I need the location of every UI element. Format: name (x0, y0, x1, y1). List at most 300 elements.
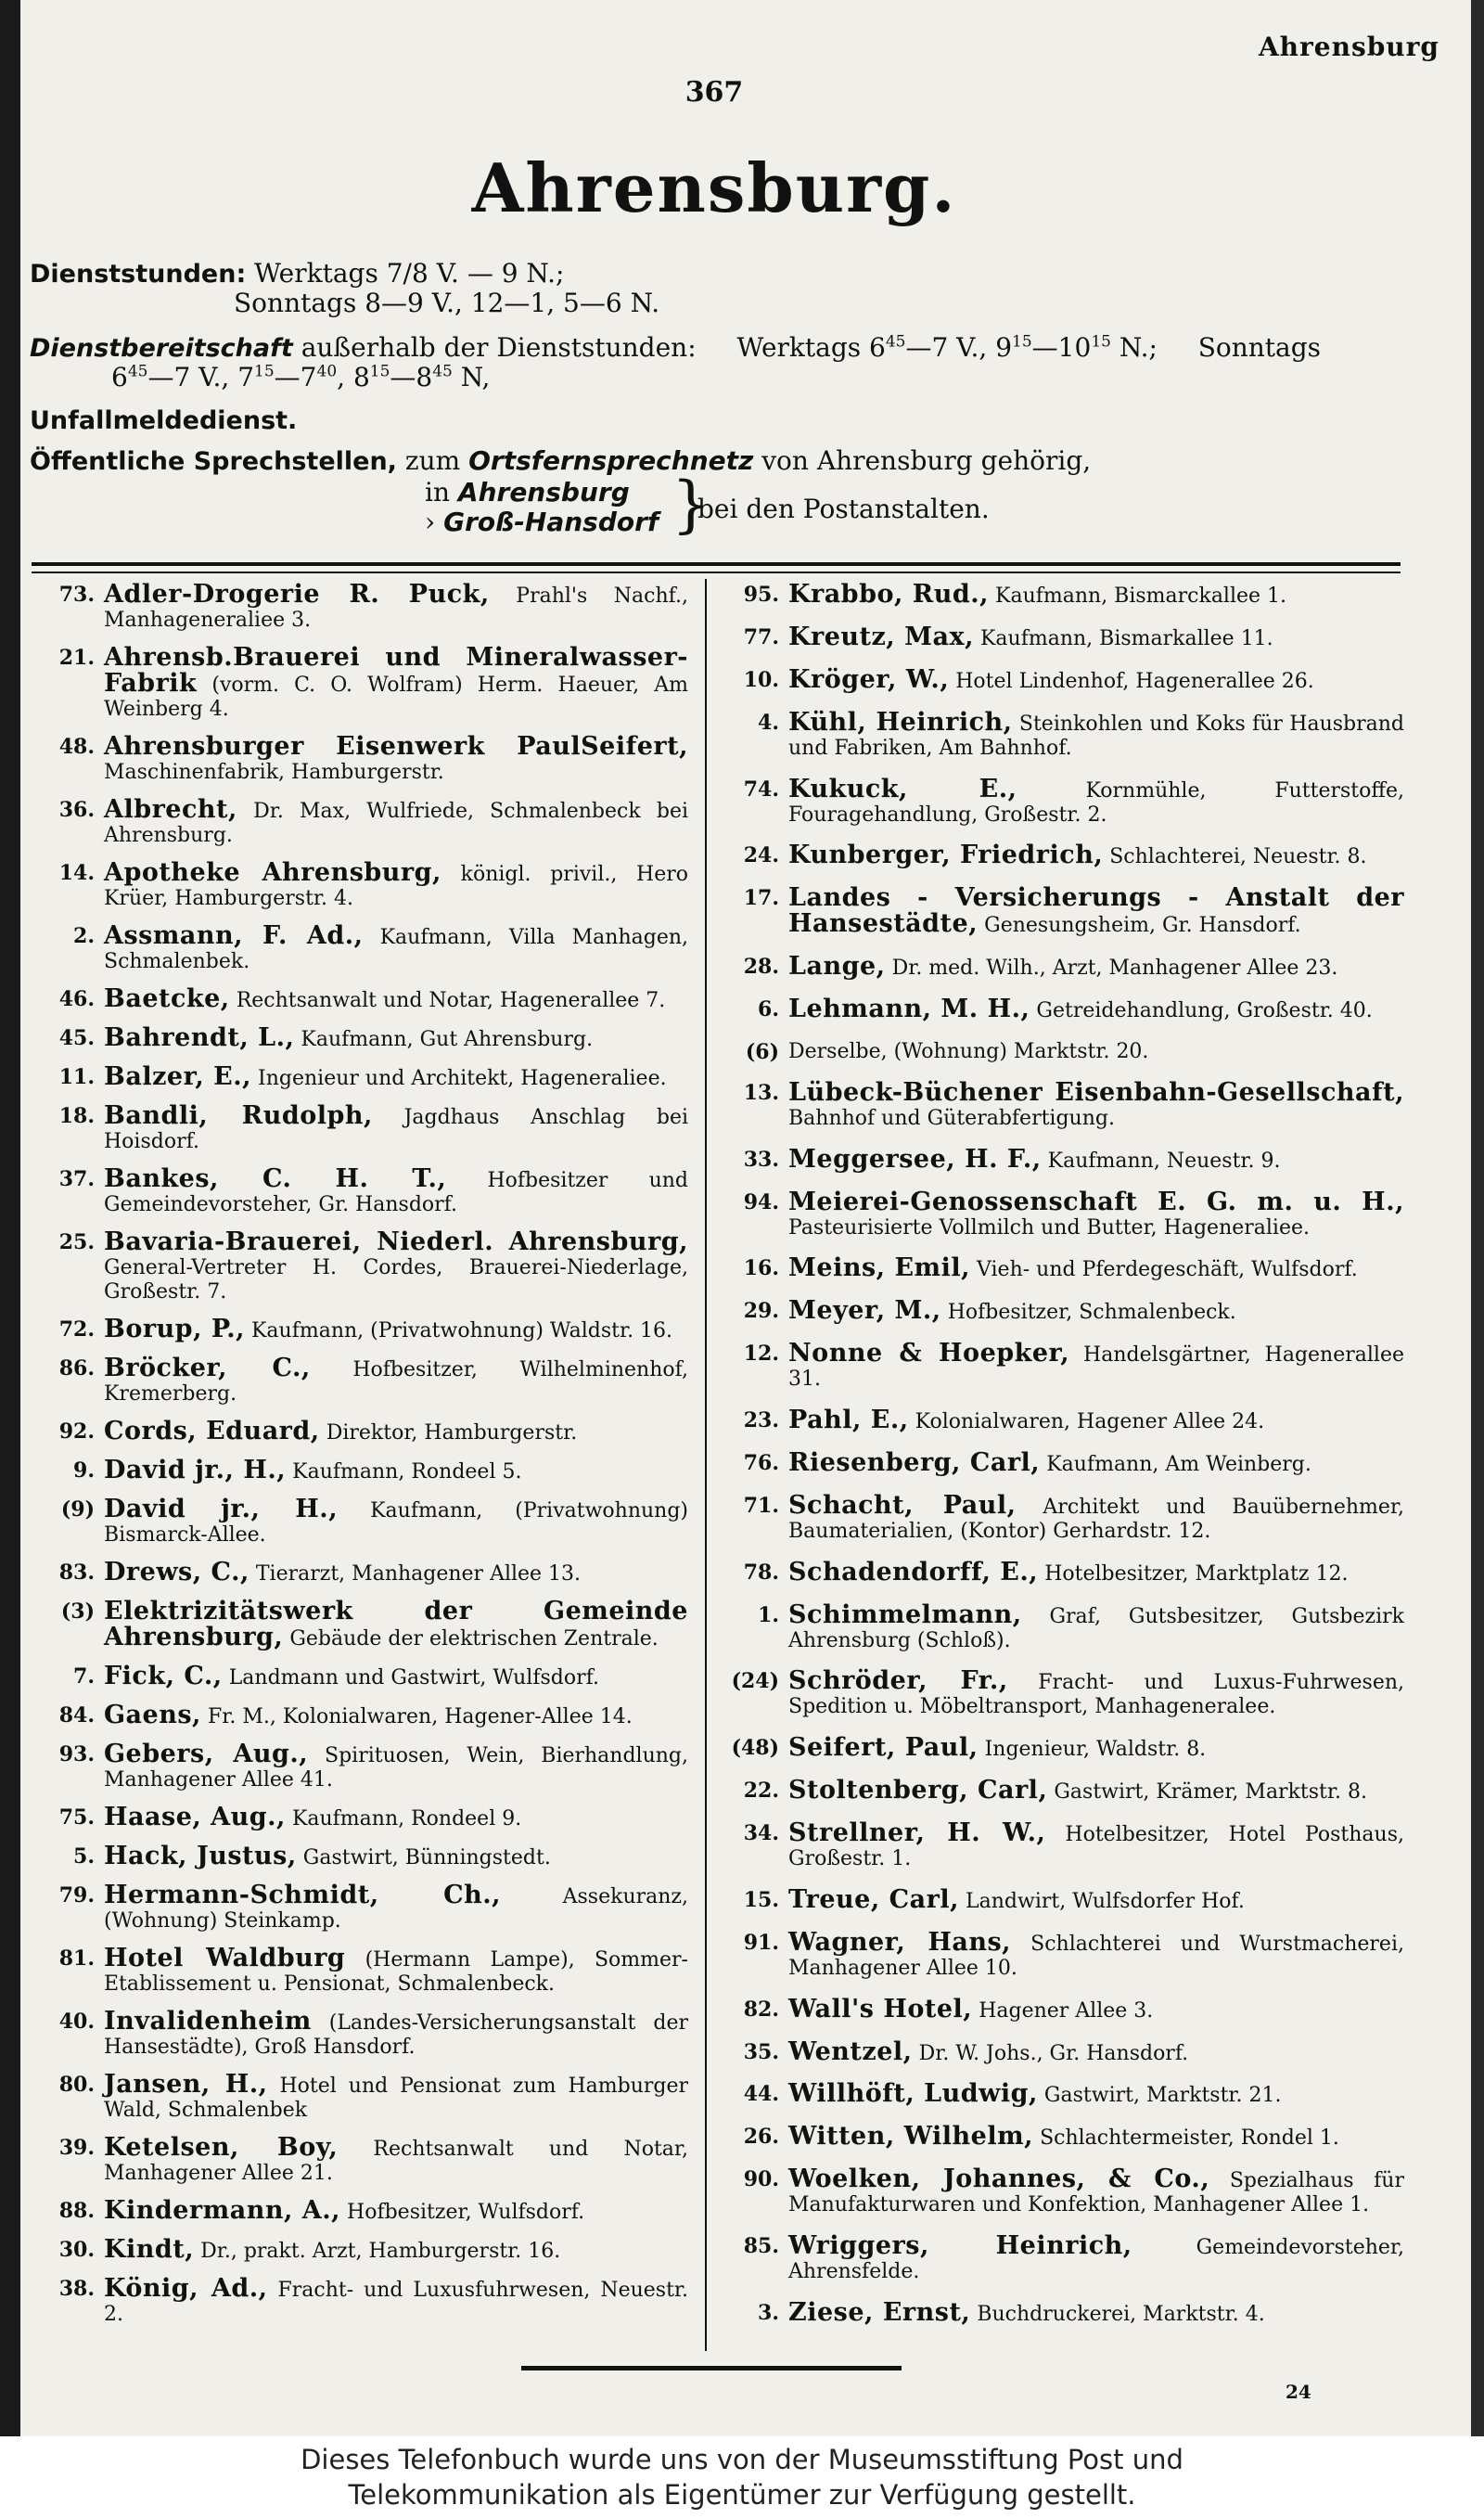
entry-name: Schröder, Fr., (788, 1666, 1008, 1696)
entry-detail: Landmann und Gastwirt, Wulfsdorf. (228, 1666, 599, 1689)
entry-text (788, 580, 1404, 609)
entry-detail: Gastwirt, Krämer, Marktstr. 8. (1054, 1780, 1367, 1805)
entry-text (104, 2133, 688, 2186)
entry-name: Meierei-Genossenschaft E. G. m. u. H., (788, 1187, 1404, 1216)
entry-text (788, 622, 1404, 651)
duty-sonntags-label: Sonntags (1197, 332, 1322, 363)
entry-name: Haase, Aug., (104, 1803, 286, 1831)
entry-number: 14. (58, 861, 95, 885)
entry-number: 5. (73, 1844, 95, 1869)
directory-entry (37, 1062, 688, 1091)
entry-name: Bröcker, C., (104, 1354, 311, 1382)
directory-entry (722, 2079, 1404, 2109)
directory-entry (37, 2007, 688, 2060)
entry-text (788, 1927, 1404, 1981)
entry-number: 83. (58, 1561, 95, 1585)
entry-text (788, 1776, 1404, 1805)
entry-name: Gaens, (104, 1701, 201, 1729)
entry-number: (48) (731, 1736, 779, 1761)
entry-number: 1. (758, 1602, 779, 1627)
entry-text (104, 1417, 688, 1445)
entry-detail: Hofbesitzer, Schmalenbeck. (947, 1301, 1236, 1325)
entry-name: Kunberger, Friedrich, (788, 841, 1104, 870)
entry-number: (3) (60, 1599, 95, 1624)
entry-number: 82. (743, 1997, 779, 2022)
stations-label: Öffentliche Sprechstellen, (30, 447, 397, 476)
directory-entry (722, 2122, 1404, 2152)
entry-detail: Fr. M., Kolonialwaren, Hagener-Allee 14. (207, 1705, 633, 1728)
service-hours-werktags: Werktags 7/8 V. — 9 N.; (254, 258, 565, 289)
scan-left-edge (0, 0, 20, 2436)
entry-name: Assmann, F. Ad., (104, 921, 364, 950)
entry-text (104, 1356, 688, 1407)
directory-entry (37, 795, 689, 848)
directory-entry (37, 1458, 688, 1484)
directory-entry (722, 2036, 1404, 2066)
entry-name: Meins, Emil, (788, 1253, 971, 1283)
entry-detail: Direktor, Hamburgerstr. (326, 1421, 578, 1445)
entry-name: Hack, Justus, (104, 1842, 297, 1870)
entry-detail: Derselbe, (Wohnung) Marktstr. 20. (788, 1039, 1149, 1063)
entry-detail: Graf, Gutsbesitzer, Gutsbezirk Ahrensburg (Schloß). (788, 1604, 1404, 1652)
entry-text (788, 883, 1404, 939)
directory-entry (722, 1296, 1404, 1326)
entry-name: Borup, P., (104, 1315, 245, 1343)
directory-entry (722, 580, 1404, 609)
directory-entry (722, 1818, 1404, 1871)
entry-detail: Getreidehandlung, Großestr. 40. (1036, 999, 1373, 1022)
entry-detail: Ingenieur, Waldstr. 8. (984, 1738, 1207, 1762)
directory-entry (722, 2231, 1404, 2284)
entry-number: 79. (58, 1883, 95, 1908)
directory-entry (37, 1023, 688, 1052)
entry-name: David jr., H., (104, 1456, 287, 1484)
directory-entry (37, 1805, 688, 1831)
entry-number: 11. (58, 1065, 95, 1089)
directory-entry (722, 1187, 1404, 1240)
directory-entry (37, 921, 688, 974)
stations-rest: von Ahrensburg gehörig, (761, 445, 1092, 476)
entry-detail: Hagener Allee 3. (979, 1998, 1154, 2023)
entry-text (104, 1946, 688, 1997)
entry-detail: General-Vertreter H. Cordes, Brauerei-Niederlage, Großestr. 7. (104, 1256, 688, 1304)
entry-text (788, 2231, 1404, 2284)
entry-number: 36. (58, 798, 95, 822)
entry-text (104, 732, 688, 785)
entry-detail: Bahnhof und Güterabfertigung. (788, 1106, 1115, 1130)
public-stations-line (30, 447, 1402, 476)
entry-name: Schacht, Paul, (788, 1490, 1017, 1520)
footer-mark: 24 (1286, 2381, 1311, 2403)
directory-entry (722, 1408, 1404, 1434)
entry-text (788, 1144, 1404, 1174)
entry-text (104, 1844, 688, 1870)
entry-text (104, 2070, 688, 2123)
directory-entry (37, 1356, 688, 1407)
directory-entry (722, 1253, 1404, 1283)
duty-prefix: außerhalb der Dienststunden: (301, 332, 697, 363)
directory-entry (37, 643, 688, 722)
directory-entry (37, 1599, 688, 1651)
entry-name: Kindermann, A., (104, 2196, 341, 2225)
entry-text (104, 1317, 688, 1343)
station-location-note: bei den Postanstalten. (697, 494, 990, 524)
entry-number: 4. (758, 710, 779, 735)
entry-detail: Gemeindevorsteher, Ahrensfelde. (788, 2236, 1404, 2283)
entry-text (104, 1023, 688, 1052)
entry-text (788, 1884, 1404, 1914)
entry-detail: Spirituosen, Wein, Bierhandlung, Manhagener Allee 41. (104, 1744, 688, 1792)
entry-number: 7. (73, 1664, 95, 1689)
entry-text (788, 1339, 1404, 1392)
entry-name: Ahrensburger Eisenwerk PaulSeifert, (104, 732, 688, 761)
entry-name: Strellner, H. W., (788, 1818, 1046, 1847)
directory-entry (722, 1733, 1404, 1763)
entry-text (788, 2079, 1404, 2109)
directory-entry (722, 1490, 1405, 1544)
entry-number: 80. (58, 2073, 95, 2097)
entry-number: 73. (58, 583, 95, 607)
entry-number: 90. (743, 2167, 779, 2192)
location-prefix-2: › (425, 507, 436, 537)
entry-name: König, Ad., (104, 2274, 268, 2303)
entry-name: Kindt, (104, 2235, 195, 2264)
entry-name: Bankes, C. H. T., (104, 1164, 447, 1193)
entry-detail: Assekuranz, (Wohnung) Steinkamp. (104, 1885, 688, 1933)
entry-text (104, 2235, 688, 2264)
entry-number: 77. (743, 624, 779, 649)
directory-entry (722, 843, 1404, 869)
directory-entry (722, 1666, 1405, 1719)
entry-detail: Dr. W. Johs., Gr. Hansdorf. (918, 2041, 1189, 2065)
entry-name: Wall's Hotel, (788, 1994, 973, 2023)
directory-entry (37, 732, 688, 785)
entry-number: 33. (743, 1147, 779, 1172)
entry-detail: Pasteurisierte Vollmilch und Butter, Hageneraliee. (788, 1215, 1310, 1240)
entry-number: 34. (743, 1821, 779, 1845)
entry-text (104, 921, 688, 974)
entry-detail: Kolonialwaren, Hagener Allee 24. (915, 1410, 1265, 1433)
entry-name: Cords, Eduard, (104, 1417, 320, 1445)
entry-text (788, 997, 1404, 1023)
entry-detail: Gastwirt, Bünningstedt. (302, 1846, 551, 1869)
directory-entry (37, 1742, 688, 1792)
entry-detail: Hotelbesitzer, Marktplatz 12. (1044, 1561, 1349, 1586)
entry-detail: (Landes-Versicherungsanstalt der Hansestädte), Groß Hansdorf. (104, 2011, 688, 2059)
accident-service-line (30, 406, 1402, 435)
entry-text (104, 858, 689, 911)
entry-name: David jr., H., (104, 1495, 339, 1523)
directory-entry (37, 580, 688, 633)
directory-entry (37, 1101, 688, 1154)
entry-name: Lehmann, M. H., (788, 995, 1030, 1023)
directory-entry (37, 1164, 688, 1217)
entry-number: 92. (58, 1420, 95, 1444)
service-hours-label: Dienststunden: (30, 260, 247, 289)
entry-number: 17. (743, 886, 779, 911)
header-rule-thick (32, 562, 1401, 566)
entry-detail: Kaufmann, (Privatwohnung) Bismarck-Allee. (104, 1499, 688, 1547)
entry-text (788, 1490, 1405, 1544)
entry-number: 37. (58, 1167, 95, 1191)
page-title: Ahrensburg. (471, 148, 957, 227)
entry-number: 21. (58, 646, 95, 670)
directory-entry (722, 997, 1404, 1023)
entry-name: Meyer, M., (788, 1296, 941, 1326)
entry-number: 48. (58, 735, 95, 759)
entry-name: Ketelsen, Boy, (104, 2133, 339, 2162)
entry-name: Invalidenheim (104, 2007, 312, 2036)
directory-entry (722, 1927, 1404, 1981)
entry-detail: Hofbesitzer, Wilhelminenhof, Kremerberg. (104, 1358, 688, 1406)
entry-number: 78. (743, 1560, 779, 1585)
directory-entry (722, 664, 1404, 694)
entry-detail: Architekt und Bauübernehmer, Baumaterialien, (Kontor) Gerhardstr. 12. (788, 1495, 1405, 1543)
entry-number: 2. (73, 924, 95, 948)
entry-detail: königl. privil., Hero Krüer, Hamburgerstr. 4. (104, 863, 689, 910)
entries-column-right (722, 580, 1405, 2327)
entry-text (104, 2196, 688, 2225)
entry-text (104, 1164, 688, 1217)
entry-name: Wentzel, (788, 2036, 913, 2066)
directory-entry (722, 1776, 1404, 1805)
entry-detail: Fracht- und Luxus-Fuhrwesen, Spedition u. Möbeltransport, Manhageneralee. (788, 1671, 1405, 1719)
entry-text (104, 1458, 688, 1484)
entry-name: Hermann-Schmidt, Ch., (104, 1881, 502, 1909)
entry-number: 72. (58, 1317, 95, 1342)
entry-name: Landes - Versicherungs - Anstalt der Hansestädte, (788, 883, 1404, 939)
directory-entry (37, 2196, 688, 2225)
directory-entry (722, 1447, 1404, 1477)
directory-entry (37, 1317, 688, 1343)
entry-detail: Vieh- und Pferdegeschäft, Wulfsdorf. (977, 1258, 1358, 1282)
entry-text (788, 1408, 1404, 1434)
entry-detail: Prahl's Nachf., Manhageneraliee 3. (104, 585, 688, 632)
entry-detail: Kaufmann, Neuestr. 9. (1047, 1149, 1281, 1173)
page-number: 367 (684, 76, 744, 109)
entry-name: Kukuck, E., (788, 774, 1017, 803)
entry-detail: (Hermann Lampe), Sommer-Etablissement u. Pensionat, Schmalenbeck. (104, 1948, 688, 1996)
entry-detail: Hofbesitzer, Wulfsdorf. (347, 2201, 585, 2224)
accident-label: Unfallmeldedienst. (30, 406, 298, 435)
directory-entry (37, 1227, 688, 1304)
directory-entry (722, 1040, 1404, 1064)
entry-name: Treue, Carl, (788, 1884, 960, 1914)
entry-detail: Hotelbesitzer, Hotel Posthaus, Großestr. 1. (788, 1823, 1404, 1870)
entry-detail: Kaufmann, Bismarckallee 1. (995, 585, 1287, 608)
entry-text (788, 843, 1404, 869)
entry-number: 45. (58, 1026, 95, 1050)
directory-entry (37, 1664, 688, 1690)
entry-detail: Kaufmann, Rondeel 9. (291, 1807, 522, 1831)
directory-entry (37, 858, 689, 911)
entry-detail: Steinkohlen und Koks für Hausbrand und Fabriken, Am Bahnhof. (788, 712, 1404, 760)
caption-line-2: Telekommunikation als Eigentümer zur Verfügung gestellt. (348, 2479, 1136, 2511)
stations-network: Ortsfernsprechnetz (468, 445, 754, 476)
entry-text (788, 2036, 1404, 2066)
entry-name: Willhöft, Ludwig, (788, 2079, 1038, 2109)
directory-entry (37, 2235, 688, 2264)
entry-number: 15. (743, 1887, 779, 1912)
service-hours-weekday (30, 260, 1402, 289)
entry-number: 35. (743, 2039, 779, 2064)
entry-number: 46. (58, 987, 95, 1011)
entry-detail: Ingenieur und Architekt, Hageneraliee. (258, 1067, 667, 1090)
entry-name: Krabbo, Rud., (788, 580, 990, 609)
entry-text (788, 664, 1404, 694)
entry-detail: Hotel Lindenhof, Hagenerallee 26. (955, 669, 1314, 693)
entry-name: Schimmelmann, (788, 1599, 1022, 1629)
entry-number: 44. (743, 2082, 779, 2107)
entry-number: 25. (58, 1230, 95, 1254)
entry-number: 26. (743, 2125, 779, 2150)
directory-entry (722, 1884, 1404, 1914)
entry-name: Kreutz, Max, (788, 622, 974, 651)
entry-name: Kröger, W., (788, 664, 950, 694)
entry-name: Bavaria-Brauerei, Niederl. Ahrensburg, (104, 1227, 688, 1256)
directory-entry (722, 1077, 1404, 1131)
entry-text (104, 1227, 688, 1304)
entry-name: Seifert, Paul, (788, 1733, 979, 1763)
entry-text (788, 1253, 1404, 1283)
directory-entry (37, 1497, 688, 1548)
entry-text (788, 2167, 1404, 2217)
entry-text (104, 1101, 688, 1154)
entry-detail: Schlachtermeister, Rondel 1. (1040, 2126, 1339, 2151)
entry-number: 75. (58, 1805, 95, 1830)
entry-detail: Dr. Max, Wulfriede, Schmalenbeck bei Ahrensburg. (104, 800, 689, 847)
entry-detail: Handelsgärtner, Hagenerallee 31. (788, 1343, 1404, 1392)
entry-name: Witten, Wilhelm, (788, 2122, 1034, 2152)
entry-name: Elektrizitätswerk der Gemeinde Ahrensburg, (104, 1597, 688, 1651)
entry-text (788, 952, 1404, 982)
duty-label: Dienstbereitschaft (30, 334, 293, 363)
entry-number: 95. (743, 583, 779, 607)
entry-number: 39. (58, 2136, 95, 2160)
entry-number: 88. (58, 2199, 95, 2223)
entry-name: Bahrendt, L., (104, 1023, 295, 1052)
directory-entry (37, 2274, 688, 2327)
entry-number: 10. (743, 667, 779, 692)
entry-text (104, 1558, 688, 1587)
entry-text (104, 1497, 688, 1548)
entry-name: Balzer, E., (104, 1062, 252, 1091)
entry-text (104, 984, 688, 1013)
entry-name: Adler-Drogerie R. Puck, (104, 580, 490, 609)
entry-text (788, 1557, 1404, 1587)
entry-text (104, 795, 689, 848)
entry-detail: Schlachterei, Neuestr. 8. (1109, 845, 1367, 869)
entry-number: 23. (743, 1408, 779, 1432)
directory-entry (722, 1339, 1404, 1392)
entry-number: (6) (745, 1039, 779, 1064)
directory-entry (722, 1557, 1404, 1587)
entry-number: 16. (743, 1256, 779, 1281)
entry-name: Bandli, Rudolph, (104, 1101, 373, 1130)
entry-text (788, 1733, 1404, 1763)
directory-entry (722, 1599, 1404, 1653)
entry-name: Hotel Waldburg (104, 1944, 346, 1972)
directory-entry (37, 1703, 688, 1729)
entry-name: Ahrensb.Brauerei und Mineralwasser-Fabrik (104, 643, 688, 698)
entry-name: Apotheke Ahrensburg, (104, 858, 441, 887)
directory-entry (722, 707, 1404, 761)
entry-detail: Fracht- und Luxusfuhrwesen, Neuestr. 2. (104, 2279, 688, 2326)
entry-detail: Kaufmann, Bismarkallee 11. (979, 626, 1273, 650)
entry-name: Drews, C., (104, 1558, 249, 1587)
entry-text (104, 1742, 688, 1792)
entry-name: Stoltenberg, Carl, (788, 1776, 1048, 1805)
entry-number: 85. (743, 2234, 779, 2258)
directory-entry (37, 1946, 688, 1997)
directory-entry (722, 952, 1404, 982)
entry-detail: Kaufmann, (Privatwohnung) Waldstr. 16. (251, 1319, 673, 1343)
entry-text (788, 1666, 1405, 1719)
entry-number: 74. (743, 777, 779, 802)
entry-text (788, 774, 1405, 828)
entry-name: Lübeck-Büchener Eisenbahn-Gesellschaft, (788, 1077, 1404, 1107)
entry-detail: Tierarzt, Manhagener Allee 13. (255, 1562, 582, 1586)
entry-name: Jansen, H., (104, 2070, 268, 2099)
stations-mid: zum (404, 445, 461, 476)
entry-number: 9. (73, 1458, 95, 1483)
entry-number: 18. (58, 1104, 95, 1128)
directory-entry (722, 1994, 1404, 2023)
directory-entry (37, 1883, 688, 1933)
entry-text (104, 1883, 688, 1933)
running-head: Ahrensburg (1258, 32, 1439, 62)
entry-text (788, 1077, 1404, 1131)
entry-detail: Dr. med. Wilh., Arzt, Manhagener Allee 23. (891, 957, 1338, 981)
entry-text (104, 1664, 688, 1690)
entry-detail: (vorm. C. O. Wolfram) Herm. Haeuer, Am Weinberg 4. (104, 674, 688, 721)
entry-detail: Spezialhaus für Manufakturwaren und Konfektion, Manhagener Allee 1. (788, 2169, 1404, 2217)
entry-number: 24. (743, 843, 779, 868)
entry-detail: Kaufmann, Am Weinberg. (1046, 1452, 1311, 1476)
entry-number: 29. (743, 1299, 779, 1324)
entry-text (788, 1994, 1404, 2023)
entry-number: 91. (743, 1930, 779, 1955)
directory-entry (722, 1144, 1404, 1174)
entry-detail: Rechtsanwalt und Notar, Manhagener Allee 21. (104, 2138, 688, 2185)
entry-name: Pahl, E., (788, 1406, 909, 1434)
entry-number: 13. (743, 1080, 779, 1105)
column-separator (705, 579, 707, 2351)
entry-number: 38. (58, 2277, 95, 2301)
entry-text (788, 707, 1404, 761)
entry-text (788, 1296, 1404, 1326)
duty-werktags-label: Werktags (736, 332, 862, 363)
entry-number: 81. (58, 1946, 95, 1971)
entry-number: (9) (60, 1497, 95, 1522)
entry-number: 93. (58, 1742, 95, 1766)
entry-name: Lange, (788, 952, 886, 982)
entry-number: (24) (731, 1669, 779, 1694)
entry-name: Nonne & Hoepker, (788, 1339, 1070, 1368)
entry-number: 76. (743, 1450, 779, 1475)
entry-detail: Buchdruckerei, Marktstr. 4. (977, 2302, 1265, 2326)
entry-text (104, 643, 688, 722)
location-prefix-1: in (425, 477, 450, 507)
entry-name: Riesenberg, Carl, (788, 1447, 1041, 1477)
entry-number: 71. (743, 1493, 779, 1518)
directory-entry (37, 1417, 688, 1445)
directory-entry (722, 622, 1404, 651)
location-gross-hansdorf: Groß-Hansdorf (443, 507, 659, 537)
entry-number: 30. (58, 2238, 95, 2262)
directory-entry (722, 2297, 1404, 2327)
entry-detail: Schlachterei und Wurstmacherei, Manhagener Allee 10. (788, 1932, 1404, 1980)
